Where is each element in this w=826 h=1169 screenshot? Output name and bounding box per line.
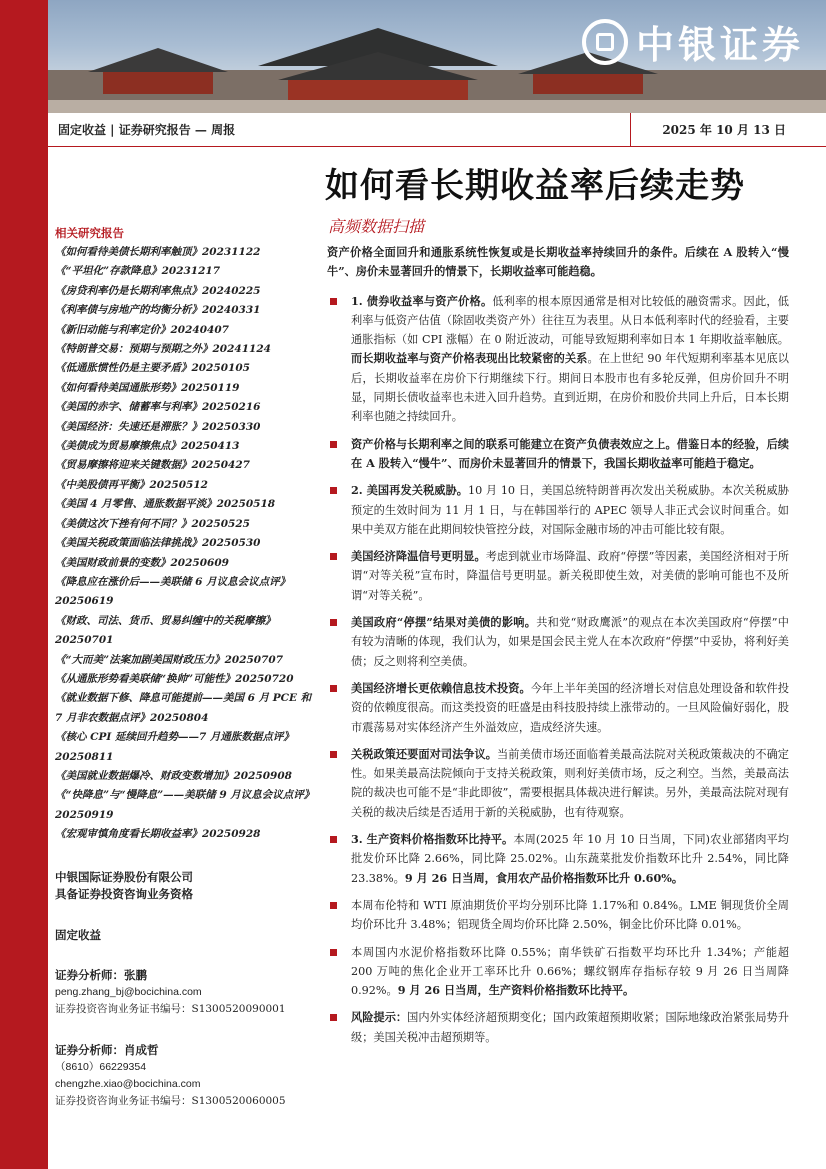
analyst-cert: 证券投资咨询业务证书编号：S1300520060005	[55, 1094, 286, 1107]
sidebar	[55, 225, 317, 1110]
related-report-item[interactable]: 《中美股债再平衡》20250512	[55, 478, 208, 491]
related-report-item[interactable]: 《利率债与房地产的均衡分析》20240331	[55, 304, 261, 317]
related-report-item[interactable]: 《低通胀惯性仍是主要矛盾》20250105	[55, 362, 250, 375]
company-qualification: 具备证券投资咨询业务资格	[55, 886, 193, 901]
report-date: 2025 年 10 月 13 日	[662, 123, 786, 137]
bullet-bond-yield	[327, 292, 789, 427]
analyst-cert: 证券投资咨询业务证书编号：S1300520090001	[55, 1002, 286, 1015]
related-report-item[interactable]: 《宏观审慎角度看长期收益率》20250928	[55, 828, 261, 841]
body-text: 低利率的根本原因通常是相对比较低的融资需求。因此，低利率与低资产估值（除固收类资产外）往往互为表里。从日本低利率时代的经验看，主要通胀指标（如 CPI 涨幅）在 0 附近波动，可能导致短期利率如日本 1 年期收益率触底。	[351, 294, 789, 347]
section-heading: 1. 债券收益率与资产价格。	[351, 293, 493, 308]
report-title: 如何看长期收益率后续走势	[325, 166, 745, 206]
bullet-us-cooling	[327, 547, 789, 605]
bullet-balance-sheet	[327, 435, 789, 474]
lead-summary: 资产价格全面回升和通胀系统性恢复或是长期收益率持续回升的条件。后续在 A 股转入“慢牛”、房价未显著回升的情景下，长期收益率可能趋稳。	[327, 245, 789, 279]
bullet-commodities	[327, 896, 789, 935]
related-report-item[interactable]: 《美国关税政策面临法律挑战》20250530	[55, 537, 261, 550]
related-report-item[interactable]: 《财政、司法、货币、贸易纠缠中的关税摩擦》20250701	[55, 614, 276, 647]
brand-logo	[582, 14, 804, 69]
related-report-item[interactable]: 《美国 4 月零售、通胀数据平淡》20250518	[55, 498, 276, 511]
related-report-item[interactable]: 《新旧动能与利率定价》20240407	[55, 323, 229, 336]
related-report-item[interactable]: 《美债这次下挫有何不同？》20250525	[55, 517, 250, 530]
analyst-phone: （8610）66229354	[55, 1060, 147, 1073]
related-report-item[interactable]: 《美国经济：失速还是滞胀？》20250330	[55, 420, 261, 433]
analyst-email[interactable]: peng.zhang_bj@bocichina.com	[55, 985, 202, 998]
related-report-item[interactable]: 《美国的赤字、储蓄率与利率》20250216	[55, 401, 261, 414]
section-heading: 3. 生产资料价格指数环比持平。	[351, 832, 514, 847]
related-report-item[interactable]: 《“大而美”法案加剧美国财政压力》20250707	[55, 653, 284, 666]
related-report-item[interactable]: 《美债成为贸易摩擦焦点》20250413	[55, 440, 240, 453]
section-heading: 2. 美国再发关税威胁。	[351, 483, 469, 498]
body-text: 。在上世纪 90 年代短期利率基本见底以后，长期收益率在房价下行期继续下行。期间日本股市也有多轮反弹，但房价回升不明显，同期长债收益率也未进入回升趋势。直到近期，在房价和股价共同上升后，日本长期利率也随之持续回升。	[351, 352, 789, 424]
header-banner	[48, 0, 826, 113]
related-report-item[interactable]: 《“平坦化”存款降息》20231217	[55, 265, 221, 278]
brand-name: 中银证券	[635, 23, 804, 67]
body-text: 本周布伦特和 WTI 原油期货价平均分别环比降 1.17%和 0.84%。LME 铜现货价全周均价环比升 3.48%；铝现货全周均价环比降 2.50%，铜金比价环比降 0.01%。	[351, 898, 789, 932]
analyst-card	[55, 967, 317, 1018]
key-point: 资产价格与长期利率之间的联系可能建立在资产负债表效应之上。借鉴日本的经验，后续在 A 股转入“慢牛”、而房价未显著回升的情景下，我国长期收益率可能趋于稳定。	[351, 436, 789, 470]
related-report-item[interactable]: 《美国就业数据爆冷、财政变数增加》20250908	[55, 769, 292, 782]
analyst-card	[55, 1042, 317, 1110]
body-text: 国内外实体经济超预期变化；国内政策超预期收紧；国际地缘政治紧张局势升级；美国关税冲击超预期等。	[351, 1011, 789, 1044]
related-report-item[interactable]: 《美国财政前景的变数》20250609	[55, 556, 229, 569]
report-category: 固定收益 | 证券研究报告 — 周报	[58, 123, 236, 137]
section-heading: 美国经济增长更依赖信息技术投资。	[351, 680, 531, 695]
report-subtitle: 高频数据扫描	[328, 217, 425, 236]
report-info-bar	[48, 113, 826, 147]
bullet-judicial	[327, 745, 789, 822]
related-report-item[interactable]: 《房贷利率仍是长期利率焦点》20240225	[55, 284, 261, 297]
key-point: 9 月 26 日当周，生产资料价格指数环比持平。	[397, 983, 635, 998]
main-content	[327, 243, 789, 1055]
section-heading: 美国政府“停摆”结果对美债的影响。	[351, 615, 537, 630]
key-point: 而长期收益率与资产价格表现出比较紧密的关系	[351, 351, 588, 366]
body-text: 今年上半年美国的经济增长对信息处理设备和软件投资的依赖度很高。而这类投资的旺盛是由科技股持续上涨带动的。一旦风险偏好弱化，股市震荡易对实体经济产生外溢效应，造成经济失速。	[351, 681, 789, 734]
analyst-title: 证券分析师：肖成哲	[55, 1042, 159, 1057]
related-report-item[interactable]: 《特朗普交易：预期与预期之外》20241124	[55, 343, 271, 356]
section-heading: 关税政策还要面对司法争议。	[351, 746, 498, 761]
body-text: 共和党“财政鹰派”的观点在本次美国政府“停摆”中有较为清晰的体现，我们认为，如果是国会民主党人在本次政府“停摆”中妥协，将利好美债；反之则将利空美债。	[351, 616, 789, 668]
bullet-shutdown	[327, 613, 789, 671]
bullet-tariff-threat	[327, 481, 789, 539]
company-block	[55, 869, 317, 903]
related-report-item[interactable]: 《就业数据下修、降息可能提前——美国 6 月 PCE 和 7 月非农数据点评》20250804	[55, 692, 312, 724]
analyst-title: 证券分析师：张鹏	[55, 967, 147, 982]
body-text: 10 月 10 日，美国总统特朗普再次发出关税威胁。本次关税威胁预定的生效时间为 11 月 1 日，与在韩国举行的 APEC 领导人非正式会议时间重合。如果中美双方能在此期间较快管控分歧，对国际金融市场的冲击可能比较有限。	[351, 484, 789, 536]
risk-heading: 风险提示：	[351, 1010, 408, 1025]
related-reports-list	[55, 243, 317, 845]
bullet-risk	[327, 1008, 789, 1047]
related-report-item[interactable]: 《降息应在涨价后——美联储 6 月议息会议点评》20250619	[55, 575, 291, 608]
department: 固定收益	[55, 927, 101, 942]
body-text: 本周国内水泥价格指数环比降 0.55%；南华铁矿石指数平均环比升 1.34%；产能超 200 万吨的焦化企业开工率环比升 0.66%；螺纹钢库存指标存较 9 月 26 日当周降 0.92%。	[351, 945, 789, 998]
key-point: 9 月 26 日当周，食用农产品价格指数环比升 0.60%。	[404, 870, 684, 885]
bank-of-china-icon	[582, 19, 628, 65]
related-reports-heading: 相关研究报告	[55, 226, 124, 240]
related-report-item[interactable]: 《如何看待美债长期利率触顶》20231122	[55, 246, 261, 258]
related-report-item[interactable]: 《如何看待美国通胀形势》20250119	[55, 381, 240, 394]
company-name: 中银国际证券股份有限公司	[55, 869, 193, 884]
body-text: 考虑到就业市场降温、政府“停摆”等因素，美国经济相对于所谓“对等关税”宣布时，降温信号更明显。新关税即使生效，对美债的影响可能也不及所谓“对等关税”。	[351, 550, 789, 602]
related-report-item[interactable]: 《“快降息”与“慢降息”——美联储 9 月议息会议点评》20250919	[55, 789, 315, 821]
related-report-item[interactable]: 《核心 CPI 延续回升趋势——7 月通胀数据点评》20250811	[55, 731, 294, 763]
related-report-item[interactable]: 《贸易摩擦将迎来关键数据》20250427	[55, 459, 250, 472]
bullet-materials	[327, 943, 789, 1001]
body-text: 当前美债市场还面临着美最高法院对关税政策裁决的不确定性。如果美最高法院倾向于支持关税政策，则利好美债市场，反之利空。当然，美最高法院的裁决也可能不是“非此即彼”，需要根据具体裁决进行解读。另外，美最高法院对现有关税的裁决后续是否适用于新的关税威胁，也有待观察。	[351, 747, 789, 819]
section-heading: 美国经济降温信号更明显。	[351, 549, 486, 564]
analyst-email[interactable]: chengzhe.xiao@bocichina.com	[55, 1077, 201, 1090]
info-divider	[630, 113, 631, 146]
left-red-stripe	[0, 0, 48, 1169]
related-report-item[interactable]: 《从通胀形势看美联储“换帅”可能性》20250720	[55, 672, 294, 685]
body-text: 本周(2025 年 10 月 10 日当周，下同)农业部猪肉平均批发价环比降 2.66%，同比降 25.02%。山东蔬菜批发价指数环比升 2.54%，同比降 23.38%。	[351, 833, 789, 885]
bullet-price-index	[327, 830, 789, 888]
bullet-it-investment	[327, 679, 789, 737]
